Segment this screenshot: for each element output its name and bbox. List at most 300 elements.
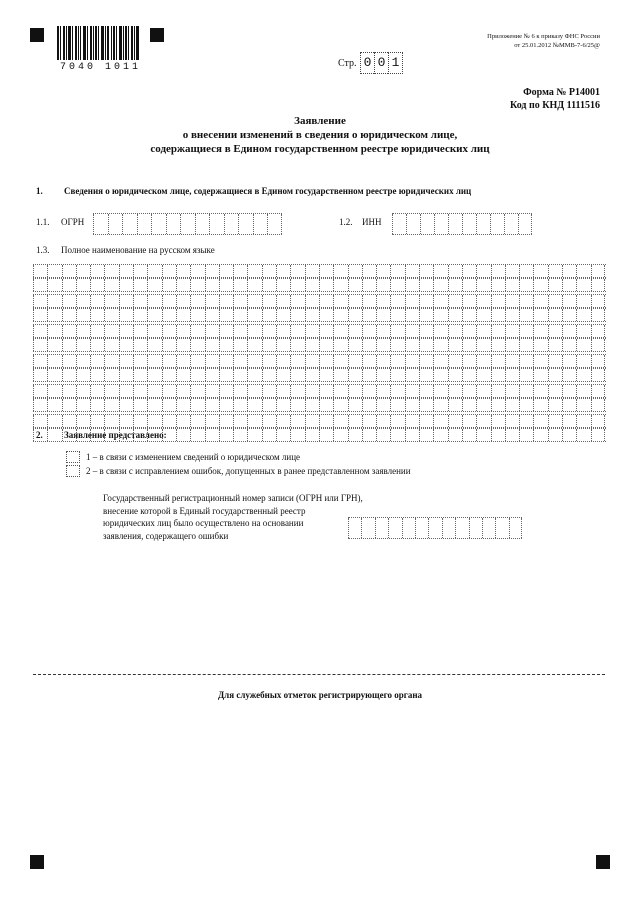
input-cell[interactable] [205,369,219,381]
input-cell[interactable] [76,355,90,367]
input-cell[interactable] [505,369,519,381]
input-cell[interactable] [462,214,476,234]
input-cell[interactable] [276,369,290,381]
input-cell[interactable] [133,325,147,337]
input-cell[interactable] [405,339,419,351]
input-cell[interactable] [591,339,605,351]
input-cell[interactable] [462,325,476,337]
input-cell[interactable] [147,265,161,277]
input-cell[interactable] [290,369,304,381]
input-cell[interactable] [104,355,118,367]
input-cell[interactable] [262,339,276,351]
input-cell[interactable] [47,309,61,321]
input-cell[interactable] [405,385,419,397]
input-cell[interactable] [147,339,161,351]
input-cell[interactable] [33,265,47,277]
input-cell[interactable] [433,429,447,441]
input-cell[interactable] [462,309,476,321]
input-cell[interactable] [162,295,176,307]
input-cell[interactable] [76,325,90,337]
input-cell[interactable] [333,309,347,321]
input-cell[interactable] [104,265,118,277]
input-cell[interactable] [176,309,190,321]
input-cell[interactable] [390,265,404,277]
input-cell[interactable] [448,385,462,397]
name-grid-row[interactable] [33,264,606,278]
name-grid-row[interactable] [33,398,606,412]
input-cell[interactable] [233,279,247,291]
input-cell[interactable] [267,214,282,234]
input-cell[interactable] [362,415,376,427]
input-cell[interactable] [305,325,319,337]
input-cell[interactable] [519,369,533,381]
input-cell[interactable] [362,295,376,307]
input-cell[interactable] [90,325,104,337]
input-cell[interactable] [519,355,533,367]
input-cell[interactable] [533,429,547,441]
input-cell[interactable] [505,429,519,441]
input-cell[interactable] [576,309,590,321]
input-cell[interactable] [362,369,376,381]
input-cell[interactable] [219,385,233,397]
input-cell[interactable] [190,309,204,321]
input-cell[interactable] [47,369,61,381]
input-cell[interactable] [591,325,605,337]
input-cell[interactable] [233,355,247,367]
input-cell[interactable] [276,295,290,307]
input-cell[interactable] [376,309,390,321]
input-cell[interactable] [176,279,190,291]
input-cell[interactable] [233,309,247,321]
input-cell[interactable] [376,355,390,367]
input-cell[interactable] [362,325,376,337]
input-cell[interactable] [90,279,104,291]
input-cell[interactable] [533,369,547,381]
input-cell[interactable] [482,518,495,538]
input-cell[interactable] [562,385,576,397]
input-cell[interactable] [205,339,219,351]
input-cell[interactable] [376,429,390,441]
name-grid-row[interactable] [33,294,606,308]
input-cell[interactable] [505,309,519,321]
input-cell[interactable] [591,309,605,321]
input-cell[interactable] [262,325,276,337]
input-cell[interactable] [505,399,519,411]
input-cell[interactable] [448,399,462,411]
input-cell[interactable] [491,265,505,277]
input-cell[interactable] [247,309,261,321]
input-cell[interactable] [190,415,204,427]
input-cell[interactable] [576,399,590,411]
input-cell[interactable] [476,279,490,291]
input-cell[interactable] [476,265,490,277]
input-cell[interactable] [205,279,219,291]
input-cell[interactable] [147,399,161,411]
input-cell[interactable] [491,429,505,441]
input-cell[interactable] [276,355,290,367]
input-cell[interactable] [162,265,176,277]
input-cell[interactable] [104,279,118,291]
name-grid-row[interactable] [33,354,606,368]
input-cell[interactable] [362,309,376,321]
input-cell[interactable] [348,295,362,307]
input-cell[interactable] [162,369,176,381]
input-cell[interactable] [505,295,519,307]
input-cell[interactable] [333,339,347,351]
input-cell[interactable] [219,325,233,337]
input-cell[interactable] [290,429,304,441]
input-cell[interactable] [47,385,61,397]
input-cell[interactable] [548,355,562,367]
input-cell[interactable] [533,399,547,411]
input-cell[interactable] [233,399,247,411]
input-cell[interactable] [376,399,390,411]
input-cell[interactable] [333,429,347,441]
input-cell[interactable] [390,279,404,291]
input-cell[interactable] [375,518,388,538]
input-cell[interactable] [419,265,433,277]
input-cell[interactable] [247,369,261,381]
input-cell[interactable] [448,309,462,321]
input-cell[interactable] [133,339,147,351]
input-cell[interactable] [180,214,195,234]
input-cell[interactable] [448,369,462,381]
input-cell[interactable] [433,339,447,351]
input-cell[interactable] [462,429,476,441]
input-cell[interactable] [405,325,419,337]
input-cell[interactable] [233,265,247,277]
input-cell[interactable] [33,339,47,351]
input-cell[interactable] [548,429,562,441]
input-cell[interactable] [434,214,448,234]
input-cell[interactable] [455,518,468,538]
input-cell[interactable] [433,325,447,337]
input-cell[interactable] [419,325,433,337]
input-cell[interactable] [448,279,462,291]
input-cell[interactable] [190,399,204,411]
input-cell[interactable] [133,369,147,381]
input-cell[interactable] [147,385,161,397]
input-cell[interactable] [233,295,247,307]
input-cell[interactable] [76,309,90,321]
input-cell[interactable] [104,369,118,381]
input-cell[interactable] [476,429,490,441]
input-cell[interactable] [405,265,419,277]
inn-input[interactable] [392,213,532,235]
input-cell[interactable] [290,309,304,321]
input-cell[interactable] [119,385,133,397]
input-cell[interactable] [247,355,261,367]
input-cell[interactable] [119,399,133,411]
input-cell[interactable] [219,295,233,307]
input-cell[interactable] [176,399,190,411]
input-cell[interactable] [476,355,490,367]
input-cell[interactable] [319,325,333,337]
input-cell[interactable] [392,214,406,234]
input-cell[interactable] [548,415,562,427]
input-cell[interactable] [319,355,333,367]
input-cell[interactable] [533,309,547,321]
input-cell[interactable] [419,369,433,381]
input-cell[interactable] [262,279,276,291]
input-cell[interactable] [319,295,333,307]
input-cell[interactable] [176,355,190,367]
input-cell[interactable] [376,385,390,397]
input-cell[interactable] [162,325,176,337]
input-cell[interactable] [162,279,176,291]
input-cell[interactable] [104,415,118,427]
input-cell[interactable] [533,415,547,427]
input-cell[interactable] [476,295,490,307]
input-cell[interactable] [62,295,76,307]
input-cell[interactable] [519,339,533,351]
input-cell[interactable] [33,309,47,321]
input-cell[interactable] [362,355,376,367]
input-cell[interactable] [76,265,90,277]
input-cell[interactable] [462,279,476,291]
input-cell[interactable] [419,295,433,307]
input-cell[interactable] [90,355,104,367]
input-cell[interactable] [47,325,61,337]
input-cell[interactable] [319,399,333,411]
input-cell[interactable] [190,295,204,307]
input-cell[interactable] [219,399,233,411]
input-cell[interactable] [333,415,347,427]
input-cell[interactable] [47,279,61,291]
input-cell[interactable] [562,279,576,291]
input-cell[interactable] [462,265,476,277]
input-cell[interactable] [47,355,61,367]
input-cell[interactable] [419,429,433,441]
input-cell[interactable] [205,355,219,367]
input-cell[interactable] [562,399,576,411]
name-grid-row[interactable] [33,384,606,398]
input-cell[interactable] [390,415,404,427]
input-cell[interactable] [176,295,190,307]
input-cell[interactable] [428,518,441,538]
input-cell[interactable] [147,369,161,381]
input-cell[interactable] [62,265,76,277]
input-cell[interactable] [505,325,519,337]
input-cell[interactable] [442,518,455,538]
input-cell[interactable] [104,325,118,337]
input-cell[interactable] [219,429,233,441]
input-cell[interactable] [219,355,233,367]
input-cell[interactable] [205,385,219,397]
input-cell[interactable] [190,325,204,337]
name-grid-row[interactable] [33,324,606,338]
input-cell[interactable] [576,265,590,277]
input-cell[interactable] [190,369,204,381]
name-grid-row[interactable] [33,368,606,382]
input-cell[interactable] [491,369,505,381]
input-cell[interactable] [362,265,376,277]
input-cell[interactable] [205,309,219,321]
input-cell[interactable] [433,265,447,277]
input-cell[interactable] [390,295,404,307]
name-grid-row[interactable] [33,278,606,292]
input-cell[interactable] [219,369,233,381]
input-cell[interactable] [348,429,362,441]
input-cell[interactable] [122,214,137,234]
input-cell[interactable] [119,339,133,351]
input-cell[interactable] [333,295,347,307]
input-cell[interactable] [448,339,462,351]
input-cell[interactable] [562,355,576,367]
input-cell[interactable] [47,415,61,427]
input-cell[interactable] [405,415,419,427]
input-cell[interactable] [233,415,247,427]
input-cell[interactable] [76,399,90,411]
input-cell[interactable] [348,518,361,538]
input-cell[interactable] [305,265,319,277]
input-cell[interactable] [119,369,133,381]
input-cell[interactable] [133,399,147,411]
input-cell[interactable] [247,429,261,441]
input-cell[interactable] [147,279,161,291]
input-cell[interactable] [33,415,47,427]
input-cell[interactable] [591,279,605,291]
input-cell[interactable] [205,265,219,277]
input-cell[interactable] [209,214,224,234]
input-cell[interactable] [362,399,376,411]
input-cell[interactable] [119,325,133,337]
input-cell[interactable] [562,325,576,337]
input-cell[interactable] [47,265,61,277]
input-cell[interactable] [576,339,590,351]
input-cell[interactable] [419,309,433,321]
input-cell[interactable] [476,339,490,351]
input-cell[interactable] [533,325,547,337]
input-cell[interactable] [176,385,190,397]
input-cell[interactable] [76,385,90,397]
input-cell[interactable] [390,339,404,351]
input-cell[interactable] [305,429,319,441]
input-cell[interactable] [491,339,505,351]
input-cell[interactable] [33,295,47,307]
input-cell[interactable] [505,339,519,351]
input-cell[interactable] [504,214,518,234]
input-cell[interactable] [276,429,290,441]
input-cell[interactable] [93,214,108,234]
input-cell[interactable] [147,415,161,427]
input-cell[interactable] [233,339,247,351]
input-cell[interactable] [305,309,319,321]
input-cell[interactable] [276,339,290,351]
input-cell[interactable] [562,295,576,307]
input-cell[interactable] [419,355,433,367]
input-cell[interactable] [548,265,562,277]
input-cell[interactable] [33,385,47,397]
input-cell[interactable] [348,355,362,367]
input-cell[interactable] [319,429,333,441]
input-cell[interactable] [533,355,547,367]
input-cell[interactable] [176,339,190,351]
input-cell[interactable] [348,309,362,321]
input-cell[interactable] [562,415,576,427]
input-cell[interactable] [362,339,376,351]
input-cell[interactable] [548,369,562,381]
input-cell[interactable] [90,339,104,351]
input-cell[interactable] [448,355,462,367]
input-cell[interactable] [205,399,219,411]
input-cell[interactable] [147,309,161,321]
input-cell[interactable] [104,309,118,321]
input-cell[interactable] [33,325,47,337]
input-cell[interactable] [491,309,505,321]
input-cell[interactable] [247,295,261,307]
input-cell[interactable] [76,369,90,381]
input-cell[interactable] [476,415,490,427]
input-cell[interactable] [420,214,434,234]
input-cell[interactable] [47,339,61,351]
input-cell[interactable] [205,415,219,427]
input-cell[interactable] [433,369,447,381]
input-cell[interactable] [151,214,166,234]
input-cell[interactable] [276,385,290,397]
input-cell[interactable] [533,385,547,397]
input-cell[interactable] [402,518,415,538]
input-cell[interactable] [133,355,147,367]
name-grid-row[interactable] [33,338,606,352]
input-cell[interactable] [576,429,590,441]
input-cell[interactable] [104,339,118,351]
input-cell[interactable] [548,309,562,321]
input-cell[interactable] [348,339,362,351]
input-cell[interactable] [390,399,404,411]
input-cell[interactable] [348,369,362,381]
input-cell[interactable] [90,415,104,427]
input-cell[interactable] [491,325,505,337]
input-cell[interactable] [262,355,276,367]
input-cell[interactable] [462,339,476,351]
input-cell[interactable] [176,265,190,277]
input-cell[interactable] [190,265,204,277]
input-cell[interactable] [219,339,233,351]
input-cell[interactable] [333,265,347,277]
input-cell[interactable] [47,399,61,411]
input-cell[interactable] [462,295,476,307]
input-cell[interactable] [104,385,118,397]
input-cell[interactable] [491,355,505,367]
input-cell[interactable] [505,265,519,277]
input-cell[interactable] [76,415,90,427]
input-cell[interactable] [176,429,190,441]
input-cell[interactable] [362,429,376,441]
input-cell[interactable] [406,214,420,234]
input-cell[interactable] [162,309,176,321]
input-cell[interactable] [448,325,462,337]
input-cell[interactable] [462,415,476,427]
input-cell[interactable] [147,295,161,307]
input-cell[interactable] [505,415,519,427]
input-cell[interactable] [476,385,490,397]
input-cell[interactable] [548,339,562,351]
input-cell[interactable] [576,355,590,367]
input-cell[interactable] [419,339,433,351]
input-cell[interactable] [390,429,404,441]
input-cell[interactable] [176,415,190,427]
input-cell[interactable] [390,309,404,321]
input-cell[interactable] [262,385,276,397]
input-cell[interactable] [362,385,376,397]
input-cell[interactable] [505,355,519,367]
input-cell[interactable] [533,339,547,351]
input-cell[interactable] [190,279,204,291]
input-cell[interactable] [247,415,261,427]
input-cell[interactable] [548,325,562,337]
input-cell[interactable] [333,385,347,397]
